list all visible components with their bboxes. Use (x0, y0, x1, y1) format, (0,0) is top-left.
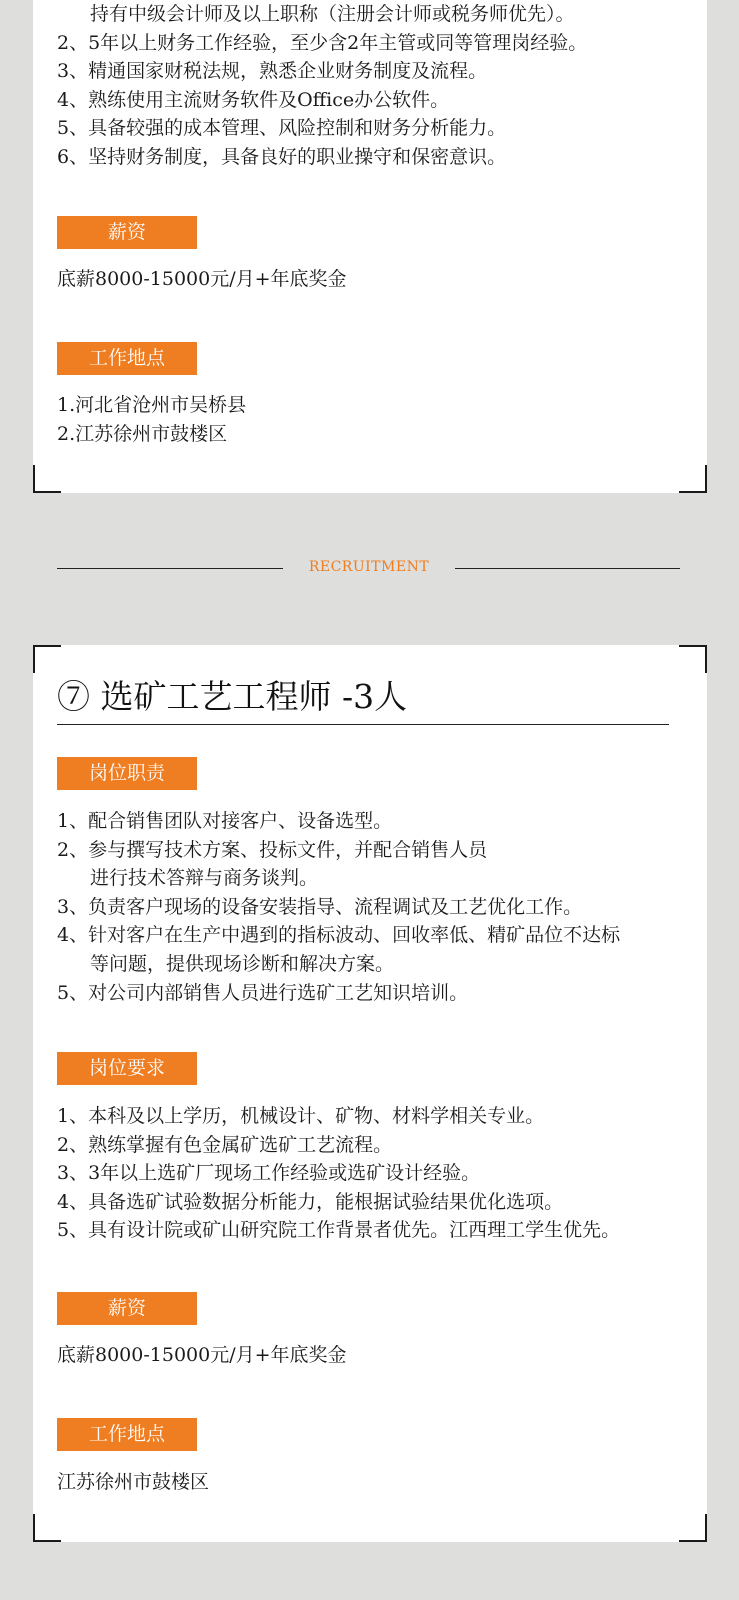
requirements-list (57, 0, 699, 172)
requirements-list (57, 1102, 699, 1245)
job-card-accountant (33, 0, 707, 493)
duty-item: 3、负责客户现场的设备安装指导、流程调试及工艺优化工作。 (57, 895, 583, 918)
location-item: 2.江苏徐州市鼓楼区 (57, 423, 228, 445)
requirement-item: 3、3年以上选矿厂现场工作经验或选矿设计经验。 (57, 1162, 481, 1185)
location-tag: 工作地点 (57, 342, 197, 375)
duty-tag: 岗位职责 (57, 757, 197, 790)
duties-list (57, 807, 699, 1007)
requirement-item: 6、坚持财务制度，具备良好的职业操守和保密意识。 (57, 145, 507, 168)
corner-bracket (679, 1514, 707, 1542)
job-card-mineral-engineer (33, 645, 707, 1542)
divider-line-right (455, 568, 680, 569)
requirement-item: 持有中级会计师及以上职称（注册会计师或税务师优先）。 (90, 3, 575, 25)
title-underline (57, 724, 669, 725)
job-title: ⑦ 选矿工艺工程师 -3人 (57, 677, 408, 716)
corner-bracket (679, 465, 707, 493)
location-text: 江苏徐州市鼓楼区 (57, 1471, 210, 1493)
salary-text: 底薪8000-15000元/月+年底奖金 (57, 268, 347, 290)
salary-tag: 薪资 (57, 1292, 197, 1325)
recruitment-label: RECRUITMENT (308, 559, 430, 575)
salary-tag: 薪资 (57, 216, 197, 249)
requirement-item: 5、具备较强的成本管理、风险控制和财务分析能力。 (57, 117, 507, 140)
duty-item: 5、对公司内部销售人员进行选矿工艺知识培训。 (57, 981, 469, 1004)
requirement-item: 3、精通国家财税法规，熟悉企业财务制度及流程。 (57, 60, 488, 83)
duty-item: 2、参与撰写技术方案、投标文件，并配合销售人员 进行技术答辩与商务谈判。 (57, 838, 488, 890)
requirement-tag: 岗位要求 (57, 1052, 197, 1085)
duty-item: 4、针对客户在生产中遇到的指标波动、回收率低、精矿品位不达标 等问题，提供现场诊断和解决方案。 (57, 924, 621, 975)
corner-bracket (33, 1514, 61, 1542)
salary-text: 底薪8000-15000元/月+年底奖金 (57, 1344, 347, 1366)
requirement-item: 2、5年以上财务工作经验，至少含2年主管或同等管理岗经验。 (57, 31, 588, 54)
location-tag: 工作地点 (57, 1418, 197, 1451)
corner-bracket (33, 645, 61, 673)
divider-line-left (57, 568, 283, 569)
duty-item: 1、配合销售团队对接客户、设备选型。 (57, 810, 393, 832)
corner-bracket (679, 645, 707, 673)
location-item: 1.河北省沧州市吴桥县 (57, 394, 247, 416)
requirement-item: 4、熟练使用主流财务软件及Office办公软件。 (57, 88, 450, 111)
requirement-item: 4、具备选矿试验数据分析能力，能根据试验结果优化选项。 (57, 1190, 564, 1213)
corner-bracket (33, 465, 61, 493)
requirement-item: 5、具有设计院或矿山研究院工作背景者优先。江西理工学生优先。 (57, 1219, 621, 1242)
requirement-item: 1、本科及以上学历，机械设计、矿物、材料学相关专业。 (57, 1105, 545, 1127)
requirement-item: 2、熟练掌握有色金属矿选矿工艺流程。 (57, 1133, 393, 1156)
